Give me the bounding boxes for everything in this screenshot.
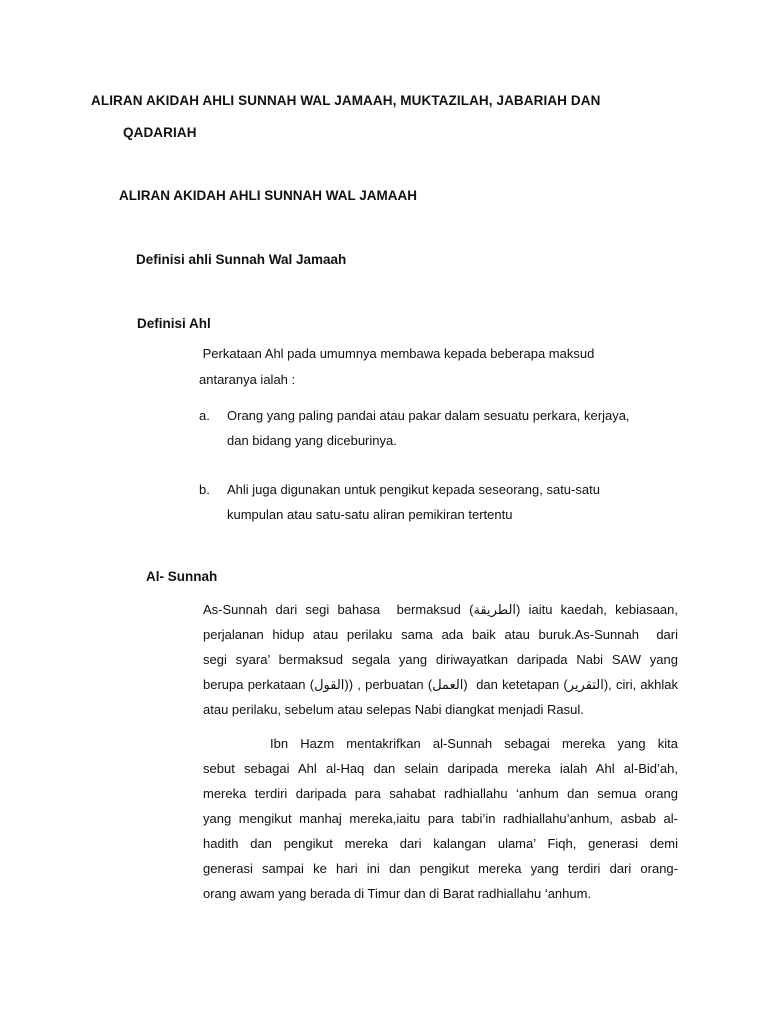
paragraph-line: orang awam yang berada di Timur dan di Barat radhiallahu ‘anhum.	[203, 886, 592, 901]
paragraph-line: atau perilaku, sebelum atau selepas Nabi diangkat menjadi Rasul.	[203, 702, 584, 717]
paragraph-line: yang mengikut manhaj mereka,iaitu para tabi’in radhiallahu’anhum, asbab al-	[203, 811, 678, 826]
paragraph-line: Ibn Hazm mentakrifkan al-Sunnah sebagai mereka yang kita	[270, 736, 678, 751]
paragraph-line: mereka terdiri daripada para sahabat radhiallahu ‘anhum dan semua orang	[203, 786, 678, 801]
list-item-line-1: Ahli juga digunakan untuk pengikut kepada seseorang, satu-satu	[227, 482, 600, 497]
sunnah-paragraph-2	[203, 731, 678, 906]
paragraph-line: berupa perkataan (القول)) , perbuatan (العمل) dan ketetapan (التقرير), ciri, akhlak	[203, 677, 678, 692]
list-item-line-2: dan bidang yang diceburinya.	[227, 433, 397, 448]
sunnah-paragraph-1	[203, 597, 678, 722]
paragraph-line: perjalanan hidup atau perilaku sama ada baik atau buruk.As-Sunnah dari	[203, 627, 678, 642]
paragraph-line: sebut sebagai Ahl al-Haq dan selain daripada mereka ialah Ahl al-Bid’ah,	[203, 761, 678, 776]
document-title-line-1: ALIRAN AKIDAH AHLI SUNNAH WAL JAMAAH, MUKTAZILAH, JABARIAH DAN	[91, 93, 601, 108]
list-item-line-1: Orang yang paling pandai atau pakar dalam sesuatu perkara, kerjaya,	[227, 408, 630, 423]
paragraph-line: generasi sampai ke hari ini dan pengikut mereka yang terdiri dari orang-	[203, 861, 678, 876]
ahl-heading: Definisi Ahl	[137, 316, 211, 331]
sunnah-heading: Al- Sunnah	[146, 569, 218, 584]
subsection-heading: Definisi ahli Sunnah Wal Jamaah	[136, 252, 347, 267]
paragraph-line: segi syara’ bermaksud segala yang diriwayatkan daripada Nabi SAW yang	[203, 652, 678, 667]
list-item-marker: a.	[199, 408, 210, 423]
ahl-intro-line-1: Perkataan Ahl pada umumnya membawa kepada beberapa maksud	[199, 346, 595, 361]
list-item-marker: b.	[199, 482, 210, 497]
paragraph-line: As-Sunnah dari segi bahasa bermaksud (الطريقة) iaitu kaedah, kebiasaan,	[203, 602, 679, 617]
document-title-line-2: QADARIAH	[123, 125, 197, 140]
list-item-line-2: kumpulan atau satu-satu aliran pemikiran tertentu	[227, 507, 513, 522]
paragraph-line: hadith dan pengikut mereka dari kalangan ulama’ Fiqh, generasi demi	[203, 836, 678, 851]
section-heading: ALIRAN AKIDAH AHLI SUNNAH WAL JAMAAH	[119, 188, 417, 203]
ahl-intro-line-2: antaranya ialah :	[199, 372, 296, 387]
